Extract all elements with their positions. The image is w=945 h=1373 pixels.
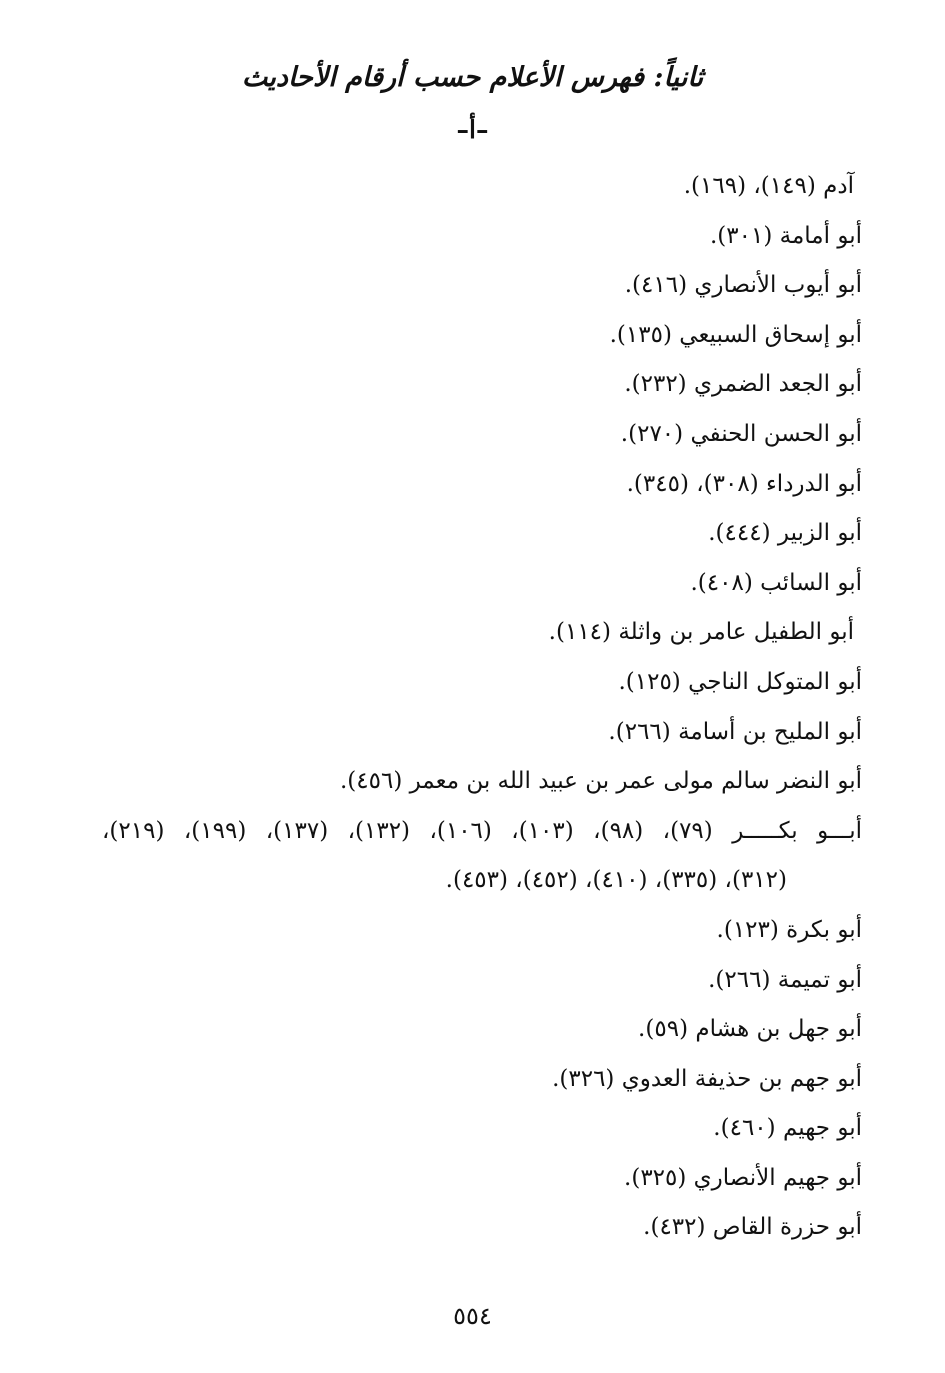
index-entry: أبو حزرة القاص (٤٣٢). [643,1214,862,1241]
index-entry: أبو السائب (٤٠٨). [690,569,862,596]
index-entry: أبو جهيم (٤٦٠). [713,1115,862,1142]
index-entry: أبو الزبير (٤٤٤). [708,520,862,547]
index-entry-multiline [102,813,862,912]
index-entry: أبو المليح بن أسامة (٢٦٦). [608,718,862,745]
index-entry-line: أبـــو بكـــــر (٧٩)، (٩٨)، (١٠٣)، (١٠٦)، (١٣٢)، (١٣٧)، (١٩٩)، (٢١٩)، [102,817,862,844]
index-entry: أبو المتوكل الناجي (١٢٥). [618,668,862,695]
section-letter-heading: –أ– [456,115,489,144]
index-entry: أبو جهيم الأنصاري (٣٢٥). [624,1164,862,1191]
index-entry: أبو النضر سالم مولى عمر بن عبيد الله بن معمر (٤٥٦). [339,768,862,795]
index-entry: أبو أمامة (٣٠١). [710,222,862,249]
index-entry-continuation: (٣١٢)، (٣٣٥)، (٤١٠)، (٤٥٢)، (٤٥٣). [445,867,787,894]
page-title: ثانياً: فهرس الأعلام حسب أرقام الأحاديث [241,62,704,93]
page-number: ٥٥٤ [453,1302,492,1330]
index-entry: أبو الجعد الضمري (٢٣٢). [624,371,862,398]
index-entry: أبو بكرة (١٢٣). [716,916,862,943]
name-index-list [102,168,862,1259]
index-entry: أبو إسحاق السبيعي (١٣٥). [609,321,862,348]
index-entry: أبو تميمة (٢٦٦). [708,966,862,993]
index-entry: آدم (١٤٩)، (١٦٩). [683,173,854,199]
index-entry: أبو الدرداء (٣٠٨)، (٣٤٥). [626,470,862,497]
index-entry: أبو الحسن الحنفي (٢٧٠). [620,420,862,447]
index-entry: أبو أيوب الأنصاري (٤١٦). [624,272,862,299]
index-entry: أبو جهل بن هشام (٥٩). [638,1016,862,1043]
index-entry: أبو جهم بن حذيفة العدوي (٣٢٦). [552,1065,862,1092]
index-entry: أبو الطفيل عامر بن واثلة (١١٤). [548,619,854,646]
